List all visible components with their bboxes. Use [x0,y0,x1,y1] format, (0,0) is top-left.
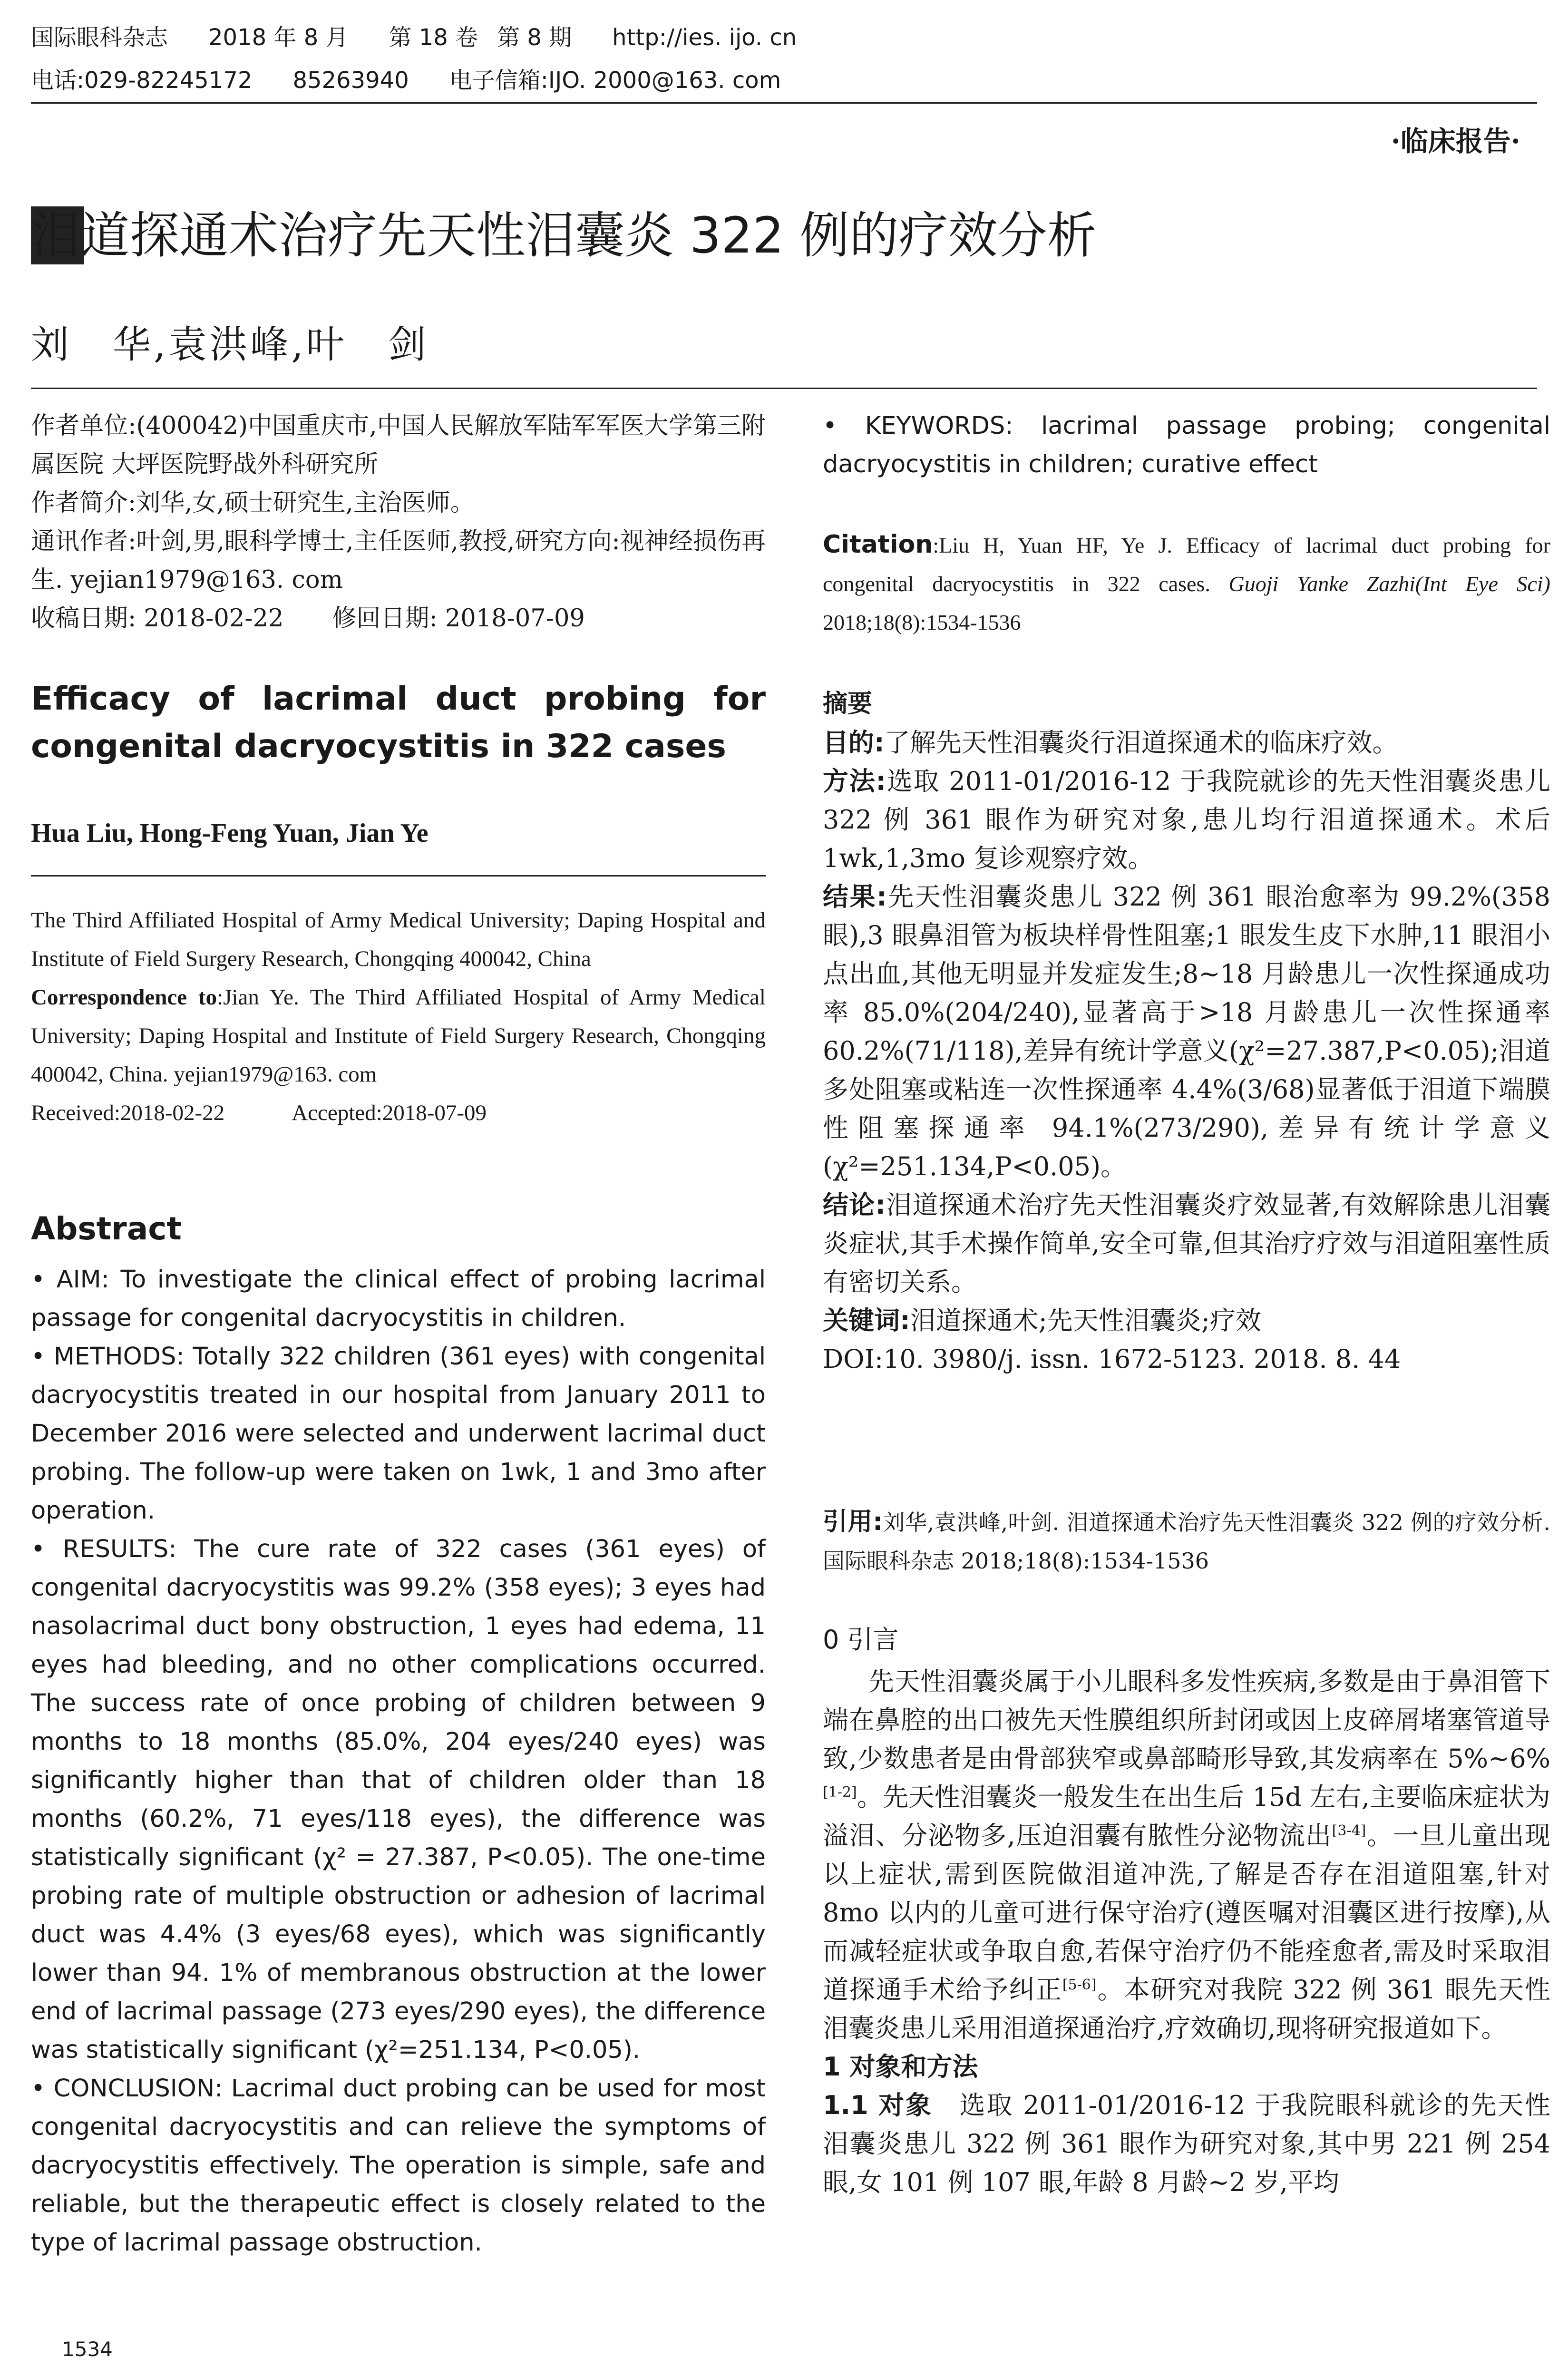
issue-date: 2018 年 8 月 [208,24,349,51]
issue: 第 8 期 [497,24,572,51]
citation-text: :Liu H, Yuan HF, Ye J. Efficacy of lacrimal duct probing for congenital dacryocystitis in 322 cases. [823,533,1550,596]
methods-subjects: 1.1 对象 选取 2011-01/2016-12 于我院眼科就诊的先天性泪囊炎患儿 322 例 361 眼作为研究对象,其中男 221 例 254 眼,女 101 例 107 眼,年龄 8 月龄~2 岁,平均 [823,2090,1550,2197]
phone-2: 85263940 [292,67,409,94]
citation-journal: Guoji Yanke Zazhi(Int Eye Sci) [1228,572,1551,596]
abstract-zh-results: 结果:先天性泪囊炎患儿 322 例 361 眼治愈率为 99.2%(358 眼),3 眼鼻泪管为板块样骨性阻塞;1 眼发生皮下水肿,11 眼泪小点出血,其他无明显并发症发生;8~18 月龄患儿一次性探通成功率 85.0%(204/240),显著高于>18 月龄患儿一次性探通率 60.2%(71/118),差异有统计学意义(χ²=27.387,P<0.05);泪道多处阻塞或粘连一次性探通率 4.4%(3/68)显著低于泪道下端膜性阻塞探通率 94.1%(273/290),差异有统计学意义(χ²=251.134,P<0.05)。 [823,882,1550,1181]
correspondence-text: :Jian Ye. The Third Affiliated Hospital of Army Medical University; Daping Hospital and Institute of Field Surgery Research, Chongqing 400042, China. yejian1979@163. com [31,985,766,1087]
methods-heading: 1 对象和方法 [823,2052,978,2082]
volume: 第 18 卷 [389,24,478,51]
authors-rule [31,388,1537,389]
en-affiliation-block [31,901,766,1132]
authors-zh: 刘 华,袁洪峰,叶 剑 [31,322,429,367]
title-zh: 泪道探通术治疗先天性泪囊炎 322 例的疗效分析 [31,206,1097,264]
citation-zh [823,1503,1550,1580]
running-header [31,21,837,54]
abstract-results: • RESULTS: The cure rate of 322 cases (361 eyes) of congenital dacryocystitis was 99.2% (358 eyes); 3 eyes had nasolacrimal duct bony obstruction, 1 eyes had edema, 11 eyes had bleeding, and no other complications occurred. The success rate of once probing of children between 9 months to 18 months (85.0%, 204 eyes/240 eyes) was significantly higher than that of children older than 18 months (60.2%, 71 eyes/118 eyes), the difference was statistically significant (χ² = 27.387, P<0.05). The one-time probing rate of multiple obstruction or adhesion of lacrimal duct was 4.4% (3 eyes/68 eyes), which was significantly lower than 94. 1% of membranous obstruction at the lower end of lacrimal passage (273 eyes/290 eyes), the difference was statistically significant (χ²=251.134, P<0.05). [31,1535,766,2064]
abstract-en-body [31,1260,766,2262]
ref-5-6: [5-6] [1062,1977,1097,1993]
citation-zh-text: 刘华,袁洪峰,叶剑. 泪道探通术治疗先天性泪囊炎 322 例的疗效分析. 国际眼科杂志 2018;18(8):1534-1536 [823,1510,1551,1574]
title-en: Efficacy of lacrimal duct probing for congenital dacryocystitis in 322 cases [31,680,766,765]
ref-3-4: [3-4] [1332,1822,1366,1839]
header-rule [31,102,1537,104]
section-label: ·临床报告· [1391,125,1520,157]
abstract-heading: Abstract [31,1210,182,1247]
ref-1-2: [1-2] [823,1784,857,1801]
abstract-zh-methods: 方法:选取 2011-01/2016-12 于我院就诊的先天性泪囊炎患儿 322 例 361 眼作为研究对象,患儿均行泪道探通术。术后 1wk,1,3mo 复诊观察疗效。 [823,766,1550,873]
author-affiliation-zh: 作者单位:(400042)中国重庆市,中国人民解放军陆军军医大学第三附属医院 大坪医院野战外科研究所 [31,412,766,478]
authors-en: Hua Liu, Hong-Feng Yuan, Jian Ye [31,818,429,848]
intro-body [823,1662,1550,2202]
abstract-zh-conclusion: 结论:泪道探通术治疗先天性泪囊炎疗效显著,有效解除患儿泪囊炎症状,其手术操作简单,安全可靠,但其治疗疗效与泪道阻塞性质有密切关系。 [823,1190,1550,1297]
correspondence-label: Correspondence to [31,985,217,1010]
citation-tail: 2018;18(8):1534-1536 [823,610,1021,634]
contact-header [31,64,821,97]
intro-paragraph: 先天性泪囊炎属于小儿眼科多发性疾病,多数是由于鼻泪管下端在鼻腔的出口被先天性膜组织所封闭或因上皮碎屑堵塞管道导致,少数患者是由骨部狭窄或鼻部畸形导致,其发病率在 5%~6%[1-2]。先天性泪囊炎一般发生在出生后 15d 左右,主要临床症状为溢泪、分泌物多,压迫泪囊有脓性分泌物流出[3-4]。一旦儿童出现以上症状,需到医院做泪道冲洗,了解是否存在泪道阻塞,针对 8mo 以内的儿童可进行保守治疗(遵医嘱对泪囊区进行按摩),从而减轻症状或争取自愈,若保守治疗仍不能痊愈者,需及时采取泪道探通手术给予纠正[5-6]。本研究对我院 322 例 361 眼先天性泪囊炎患儿采用泪道探通治疗,疗效确切,现将研究报道如下。 [823,1666,1550,2043]
received-en: Received:2018-02-22 Accepted:2018-07-09 [31,1101,487,1125]
page-number: 1534 [62,2338,113,2361]
abstract-zh-heading: 摘要 [823,690,873,718]
en-authors-rule [31,875,766,877]
intro-heading: 0 引言 [823,1625,899,1655]
phone: 电话:029-82245172 [31,67,253,94]
abstract-zh-aim: 目的:了解先天性泪囊炎行泪道探通术的临床疗效。 [823,728,1398,758]
corresponding-author-zh: 通讯作者:叶剑,男,眼科学博士,主任医师,教授,研究方向:视神经损伤再生. yejian1979@163. com [31,527,766,594]
correspondence-en [31,978,766,1094]
citation-label: Citation [823,530,933,559]
author-info [31,407,766,638]
journal-name: 国际眼科杂志 [31,24,168,51]
abstract-aim: • AIM: To investigate the clinical effect of probing lacrimal passage for congenital dacryocystitis in children. [31,1266,766,1332]
author-bio-zh: 作者简介:刘华,女,硕士研究生,主治医师。 [31,489,475,517]
citation-zh-label: 引用: [823,1508,883,1536]
affiliation-en: The Third Affiliated Hospital of Army Medical University; Daping Hospital and Institute of Field Surgery Research, Chongqing 400042, China [31,908,766,971]
abstract-zh [823,685,1550,1378]
abstract-zh-keywords: 关键词:泪道探通术;先天性泪囊炎;疗效 [823,1305,1261,1335]
received-date-zh: 收稿日期: 2018-02-22 修回日期: 2018-07-09 [31,604,585,633]
email: 电子信箱:IJO. 2000@163. com [449,67,781,94]
keywords-en: • KEYWORDS: lacrimal passage probing; congenital dacryocystitis in children; curative effect [823,412,1550,478]
abstract-conclusion: • CONCLUSION: Lacrimal duct probing can be used for most congenital dacryocystitis and can relieve the symptoms of dacryocystitis effectively. The operation is simple, safe and reliable, but the therapeutic effect is closely related to the type of lacrimal passage obstruction. [31,2075,766,2257]
abstract-methods: • METHODS: Totally 322 children (361 eyes) with congenital dacryocystitis treated in our hospital from January 2011 to December 2016 were selected and underwent lacrimal duct probing. The follow-up were taken on 1wk, 1 and 3mo after operation. [31,1343,766,1525]
journal-url: http://ies. ijo. cn [612,24,797,51]
doi: DOI:10. 3980/j. issn. 1672-5123. 2018. 8. 44 [823,1344,1401,1374]
citation-en [823,526,1550,642]
